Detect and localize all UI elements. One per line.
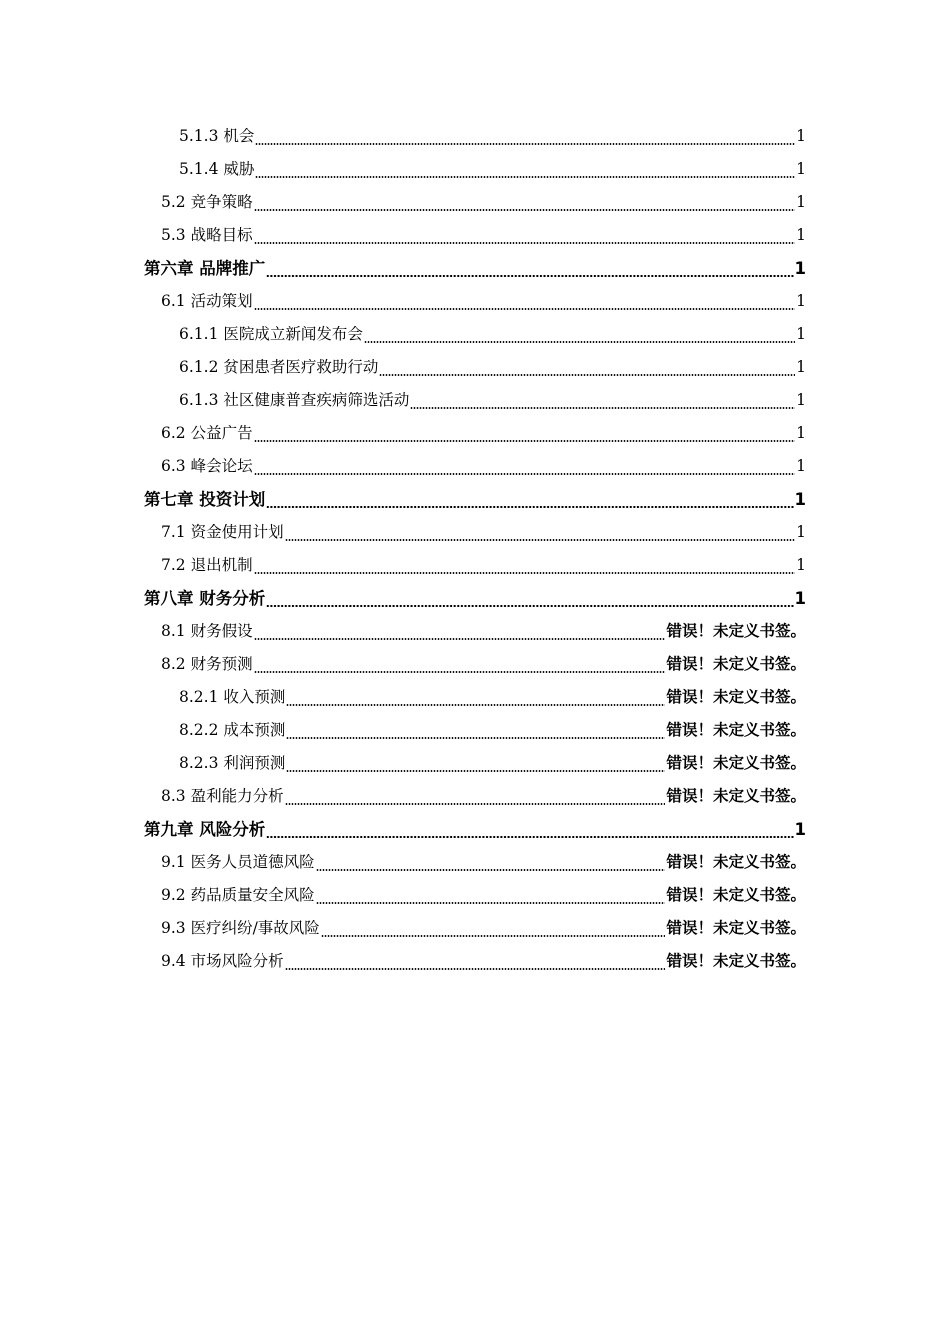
toc-entry[interactable]: [144, 945, 806, 978]
toc-entry[interactable]: [144, 120, 806, 153]
toc-page-number: 错误！未定义书签。: [666, 655, 806, 673]
toc-page-number: 1: [796, 193, 806, 211]
toc-entry[interactable]: [144, 747, 806, 780]
toc-entry[interactable]: [144, 153, 806, 186]
toc-entry-label: 6.1 活动策划: [161, 292, 253, 310]
toc-leader-dots: [364, 341, 795, 343]
toc-entry[interactable]: [144, 681, 806, 714]
toc-entry-label: 5.3 战略目标: [161, 226, 253, 244]
toc-chapter-entry[interactable]: [144, 813, 806, 846]
toc-page-number: 1: [796, 292, 806, 310]
toc-page-number: 错误！未定义书签。: [666, 688, 806, 706]
toc-entry[interactable]: [144, 549, 806, 582]
toc-leader-dots: [254, 209, 796, 211]
toc-entry-label: 8.2.2 成本预测: [179, 721, 286, 739]
toc-leader-dots: [410, 407, 795, 409]
toc-leader-dots: [286, 704, 665, 706]
toc-entry[interactable]: [144, 285, 806, 318]
toc-leader-dots: [286, 737, 665, 739]
toc-page-number: 1: [796, 424, 806, 442]
toc-entry[interactable]: [144, 186, 806, 219]
toc-leader-dots: [255, 176, 795, 178]
toc-leader-dots: [254, 242, 796, 244]
toc-entry[interactable]: [144, 780, 806, 813]
toc-entry-label: 第七章 投资计划: [144, 490, 266, 509]
toc-page-number: 1: [794, 490, 806, 509]
toc-entry-label: 8.2 财务预测: [161, 655, 253, 673]
toc-page-number: 错误！未定义书签。: [666, 754, 806, 772]
toc-entry-label: 5.1.3 机会: [179, 127, 255, 145]
toc-leader-dots: [254, 572, 796, 574]
toc-page-number: 错误！未定义书签。: [666, 622, 806, 640]
toc-page-number: 错误！未定义书签。: [666, 721, 806, 739]
toc-entry-label: 第八章 财务分析: [144, 589, 266, 608]
toc-leader-dots: [285, 803, 666, 805]
toc-page-number: 1: [796, 358, 806, 376]
toc-entry-label: 9.3 医疗纠纷/事故风险: [161, 919, 320, 937]
toc-entry-label: 第六章 品牌推广: [144, 259, 266, 278]
toc-leader-dots: [379, 374, 795, 376]
toc-leader-dots: [266, 506, 793, 508]
toc-leader-dots: [316, 869, 666, 871]
toc-entry-label: 7.1 资金使用计划: [161, 523, 284, 541]
toc-entry[interactable]: [144, 351, 806, 384]
toc-chapter-entry[interactable]: [144, 483, 806, 516]
toc-entry-label: 9.4 市场风险分析: [161, 952, 284, 970]
toc-leader-dots: [286, 770, 665, 772]
toc-entry[interactable]: [144, 417, 806, 450]
toc-entry[interactable]: [144, 879, 806, 912]
toc-page-number: 1: [794, 589, 806, 608]
toc-entry[interactable]: [144, 846, 806, 879]
toc-entry-label: 8.3 盈利能力分析: [161, 787, 284, 805]
toc-leader-dots: [316, 902, 666, 904]
toc-entry[interactable]: [144, 912, 806, 945]
toc-entry[interactable]: [144, 714, 806, 747]
toc-entry[interactable]: [144, 384, 806, 417]
toc-page-number: 错误！未定义书签。: [666, 952, 806, 970]
toc-entry[interactable]: [144, 219, 806, 252]
toc-entry-label: 8.1 财务假设: [161, 622, 253, 640]
toc-page-number: 1: [796, 160, 806, 178]
toc-page-number: 1: [796, 457, 806, 475]
toc-entry-label: 7.2 退出机制: [161, 556, 253, 574]
toc-leader-dots: [285, 539, 796, 541]
toc-entry-label: 8.2.1 收入预测: [179, 688, 286, 706]
toc-entry[interactable]: [144, 648, 806, 681]
toc-page-number: 错误！未定义书签。: [666, 853, 806, 871]
toc-leader-dots: [266, 605, 793, 607]
toc-leader-dots: [254, 638, 666, 640]
toc-page-number: 1: [796, 391, 806, 409]
toc-entry-label: 第九章 风险分析: [144, 820, 266, 839]
toc-page-number: 1: [794, 259, 806, 278]
toc-entry-label: 6.2 公益广告: [161, 424, 253, 442]
toc-entry[interactable]: [144, 615, 806, 648]
toc-entry-label: 6.1.2 贫困患者医疗救助行动: [179, 358, 379, 376]
toc-page-number: 1: [796, 556, 806, 574]
toc-page-number: 错误！未定义书签。: [666, 787, 806, 805]
toc-entry-label: 9.2 药品质量安全风险: [161, 886, 315, 904]
toc-page-number: 1: [796, 325, 806, 343]
toc-chapter-entry[interactable]: [144, 252, 806, 285]
toc-entry-label: 6.1.1 医院成立新闻发布会: [179, 325, 363, 343]
toc-page-number: 1: [796, 127, 806, 145]
table-of-contents: [144, 120, 806, 978]
toc-leader-dots: [254, 671, 666, 673]
toc-entry-label: 6.1.3 社区健康普查疾病筛选活动: [179, 391, 410, 409]
toc-leader-dots: [254, 440, 796, 442]
toc-leader-dots: [254, 308, 796, 310]
toc-page-number: 1: [796, 523, 806, 541]
toc-entry-label: 6.3 峰会论坛: [161, 457, 253, 475]
toc-leader-dots: [255, 143, 795, 145]
toc-entry-label: 9.1 医务人员道德风险: [161, 853, 315, 871]
toc-entry[interactable]: [144, 450, 806, 483]
toc-page-number: 错误！未定义书签。: [666, 919, 806, 937]
toc-entry[interactable]: [144, 318, 806, 351]
toc-leader-dots: [266, 836, 793, 838]
toc-entry-label: 5.2 竞争策略: [161, 193, 253, 211]
toc-entry-label: 5.1.4 威胁: [179, 160, 255, 178]
toc-entry[interactable]: [144, 516, 806, 549]
toc-leader-dots: [266, 275, 793, 277]
toc-leader-dots: [254, 473, 796, 475]
toc-chapter-entry[interactable]: [144, 582, 806, 615]
toc-page-number: 1: [794, 820, 806, 839]
toc-page-number: 1: [796, 226, 806, 244]
toc-page-number: 错误！未定义书签。: [666, 886, 806, 904]
toc-entry-label: 8.2.3 利润预测: [179, 754, 286, 772]
toc-leader-dots: [285, 968, 666, 970]
toc-leader-dots: [321, 935, 666, 937]
